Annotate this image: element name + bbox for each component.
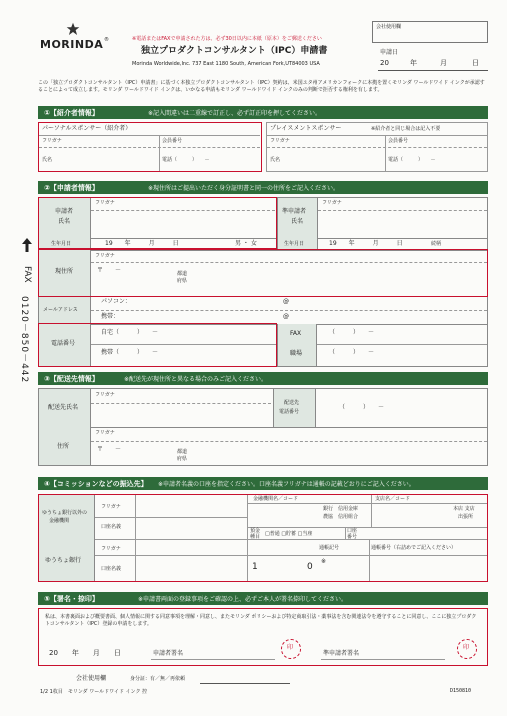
office-use-box	[372, 21, 488, 43]
mail-notice: ※電話またはFAXで申請された方は、必ず30日以内に本紙（原本）をご郵送ください	[132, 36, 322, 42]
personal-sponsor-box[interactable]: パーソナルスポンサー（紹介者） フリガナ 会員番号 氏名 電話（ ） －	[38, 122, 262, 172]
arrow-up-icon	[22, 238, 32, 252]
footer-office-use: 会社使用欄	[76, 675, 107, 682]
morinda-logo	[40, 22, 110, 58]
applicant-info-table: 申請者 氏名 フリガナ 準申請者 氏名 フリガナ 生年月日 19 年 月 日 男 ・ 女 生年月日 19 年 月 日 続柄 現住所 フリガナ 〒 － 都道 府県 メールアドレス パソコン： @ 携帯： @ 電話番号 自宅（ ） － 携帯（ ） － FAX （ ） － 職場 （ ） －	[38, 197, 488, 367]
fax-label: FAX	[22, 266, 32, 283]
intro-text: この「独立プロダクトコンサルタント（IPC）申請書」に基づく本独立プロダクトコンサルタント（IPC）契約は、米国ユタ州アメリカンフォークに本拠を置くモリンダ ワールドワイド インクが承認することによって成立します。モリンダ ワールドワイド インクは、いかなる申請もモリンダ ワールドワイド インクのみの判断で拒否する権利を有します。	[38, 80, 485, 93]
brand-registered-mark: ®	[104, 37, 109, 43]
footer-doc-code: D150810	[450, 688, 472, 694]
fax-digits: 0120－850－442	[19, 296, 29, 384]
section5-header: ⑤【署名・捺印】 ※申請書両面の登録事項をご確認の上、必ずご本人が署名捺印してください。	[38, 592, 488, 605]
section1-header: ①【紹介者情報】 ※記入間違いは二重線で訂正し、必ず訂正印を押してください。	[38, 106, 488, 119]
section3-header: ③【配送先情報】 ※配送先が現住所と異なる場合のみご記入ください。	[38, 372, 488, 385]
phone-required-outline[interactable]	[38, 323, 277, 367]
co-applicant-seal-circle[interactable]: 印	[457, 639, 477, 659]
star-icon	[66, 22, 80, 36]
form-title: 独立プロダクトコンサルタント（IPC）申請書	[141, 46, 328, 56]
consent-text: 私は、本書裏面および概要書面、個人情報に関する同意事項を理解・同意し、またモリンダ ポリシーおよび特定商取引法・薬事法を含む関連法令を遵守することに同意し、ここに独立プロダクトコンサルタント（IPC）登録の申請をします。	[45, 614, 477, 627]
placement-sponsor-box[interactable]: プレイスメントスポンサー ※紹介者と同じ場合は記入不要 フリガナ 会員番号 氏名 電話（ ） －	[266, 122, 488, 172]
signature-box[interactable]: 私は、本書裏面および概要書面、個人情報に関する同意事項を理解・同意し、またモリンダ ポリシーおよび特定商取引法・薬事法を含む関連法令を遵守することに同意し、ここに独立プロダクトコンサルタント（IPC）登録の申請をします。 20 年 月 日 申請者署名 印 準申請者署名 印	[38, 608, 488, 666]
apply-date-field[interactable]: 20 年 月 日	[378, 58, 488, 71]
applicant-required-outline[interactable]	[38, 197, 277, 249]
address-required-outline[interactable]	[38, 249, 488, 297]
apply-date-label: 申請日	[380, 49, 399, 56]
section4-header: ④【コミッションなどの振込先】 ※申請者名義の口座を指定ください。口座名義フリガナは通帳の記載どおりにご記入ください。	[38, 477, 488, 490]
footer-id-check: 身分証：有／無／再依頼	[130, 676, 186, 682]
delivery-info-table[interactable]: 配送先氏名 フリガナ 配送先 電話番号 （ ） － 住所 フリガナ 〒 － 都道 府県	[38, 388, 488, 466]
section2-header: ②【申請者情報】 ※現住所はご提出いただく身分証明書と同一の住所をご記入ください。	[38, 181, 488, 194]
brand-name: MORINDA	[40, 38, 104, 51]
signature-date[interactable]: 20 年 月 日	[49, 649, 121, 657]
fax-number-vertical	[20, 238, 34, 408]
bank-account-table[interactable]: ゆうちょ銀行以外の 金融機関 フリガナ 口座名義 金融機関名／コード 支店名／コード 銀行 信用金庫 農協 信用組合 本店 支店 出張所 預金 種目 □普通 □貯蓄 □当座 口座 番号 ゆうちょ銀行 フリガナ 口座名義 通帳記号 通帳番号（右詰めでご記入ください） 1 0 ※	[38, 494, 488, 582]
company-address: Morinda Worldwide,Inc. 737 East 1180 South, American Fork,UT84003 USA	[132, 61, 320, 67]
applicant-seal-circle[interactable]: 印	[281, 639, 301, 659]
footer-page-info: 1/2 1枚目 モリンダ ワールドワイド インク 控	[40, 689, 148, 695]
office-use-label: 会社使用欄	[376, 24, 402, 30]
